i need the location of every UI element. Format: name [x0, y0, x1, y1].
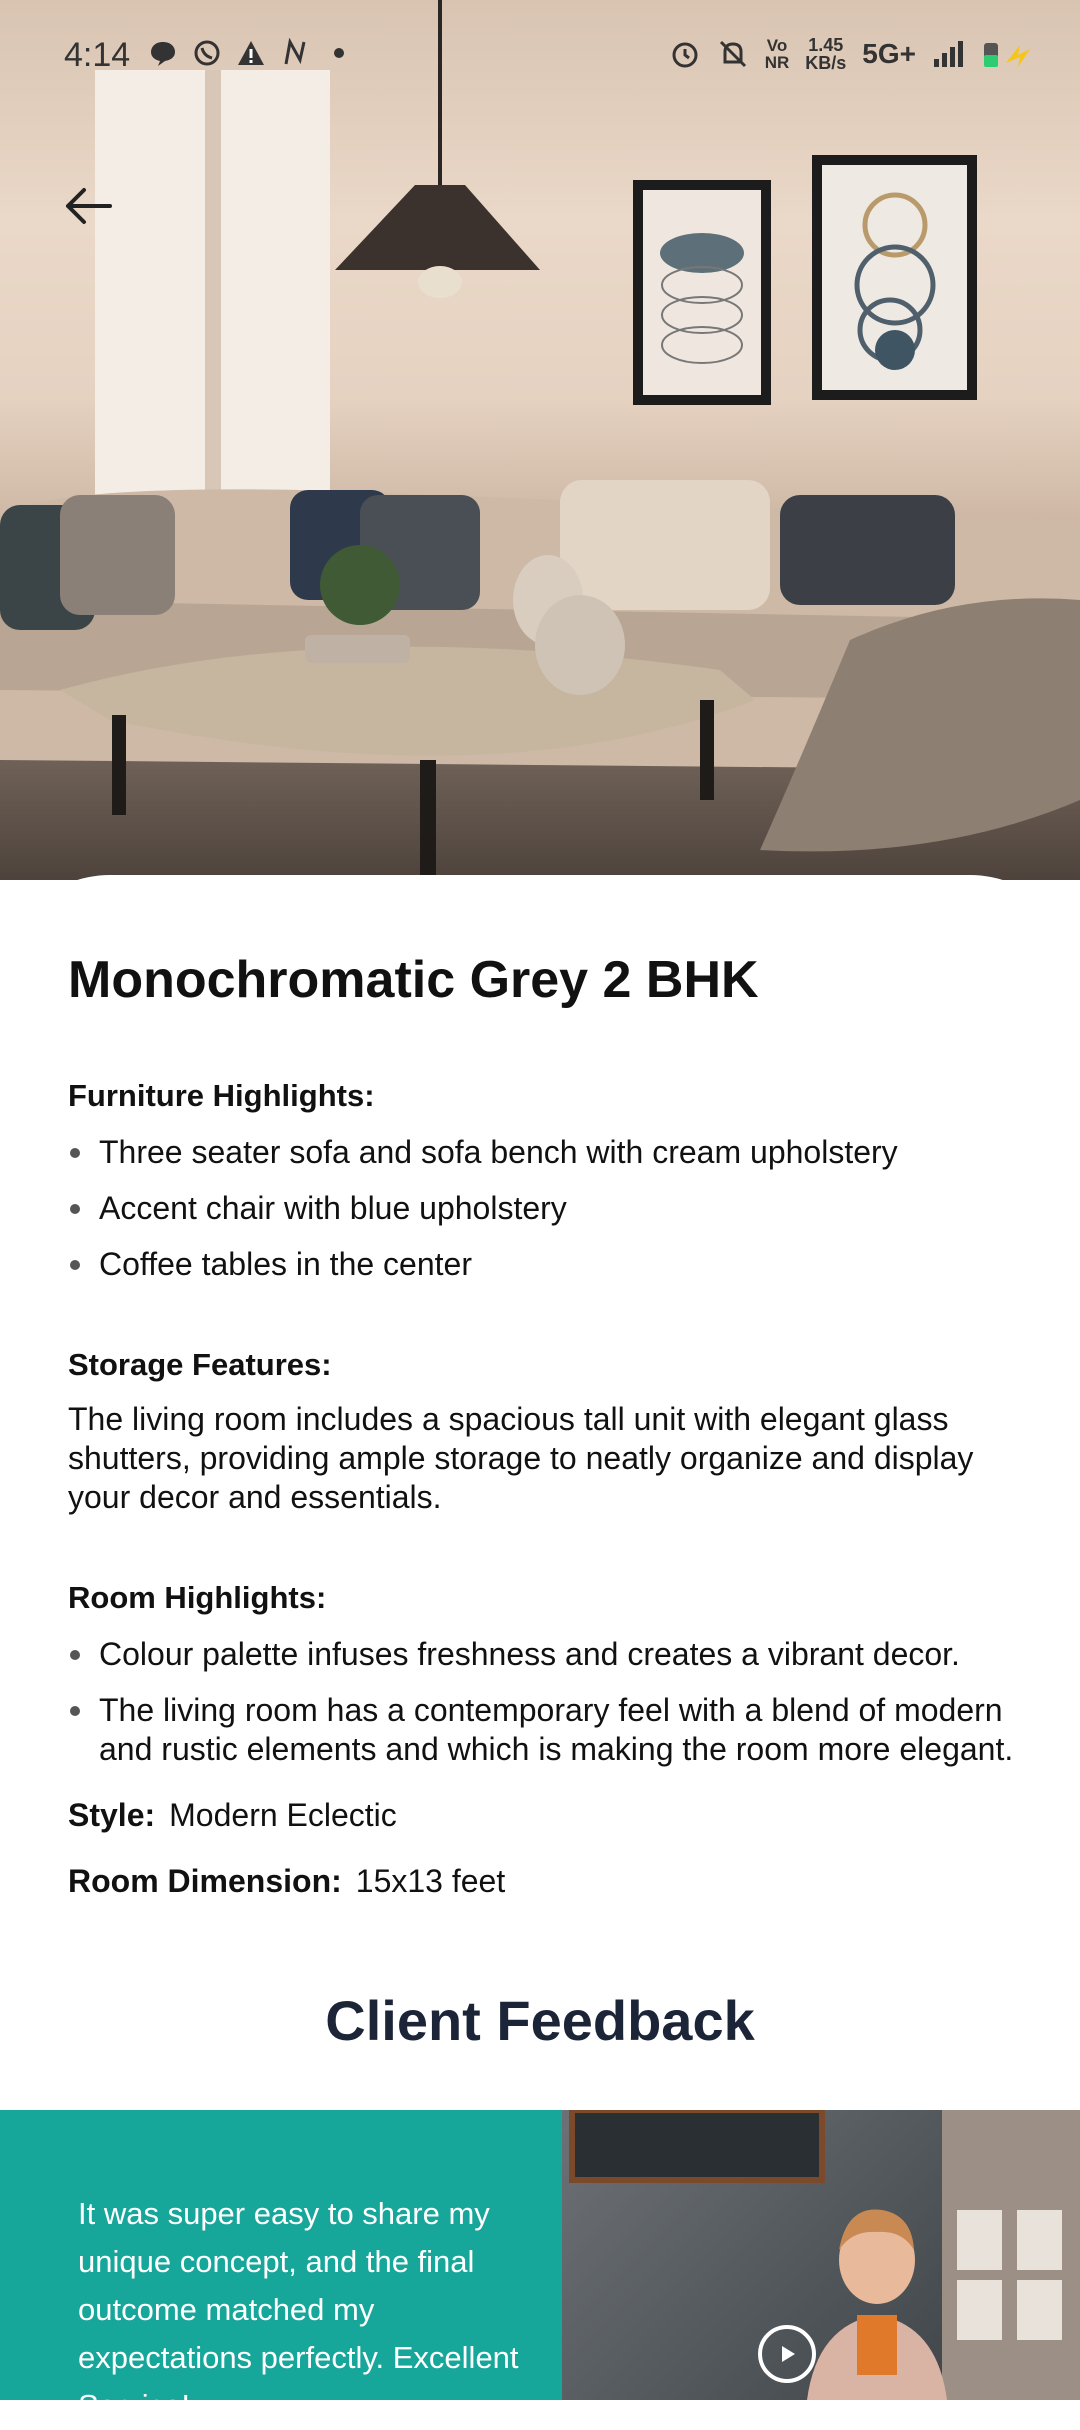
room-highlights-list: [68, 1635, 1048, 1786]
dimension-label: Room Dimension:: [68, 1863, 342, 1899]
style-label: Style:: [68, 1797, 156, 1833]
play-video-button[interactable]: [758, 2325, 816, 2383]
status-time: 4:14: [64, 36, 131, 74]
testimonial-card[interactable]: [0, 2110, 1080, 2423]
style-row: [68, 1797, 397, 1834]
hero-image: [0, 0, 1080, 880]
arrow-left-icon: [62, 186, 114, 226]
page-title: Monochromatic Grey 2 BHK: [68, 951, 759, 1009]
testimonial-quote-panel: [0, 2110, 562, 2423]
furniture-list: [68, 1133, 1048, 1301]
system-icons: [669, 36, 1040, 72]
volte-indicator: Vo NR: [764, 36, 790, 72]
client-feedback-title: Client Feedback: [325, 1989, 755, 2052]
dimension-value: 15x13 feet: [355, 1863, 506, 1899]
list-item: Coffee tables in the center: [68, 1245, 1048, 1284]
pendant-lamp: [335, 185, 540, 270]
back-button[interactable]: [56, 176, 120, 236]
signal-icon: [932, 39, 966, 69]
n-logo-icon: [280, 38, 310, 68]
status-bar: [0, 0, 1080, 110]
list-item: Three seater sofa and sofa bench with cream upholstery: [68, 1133, 1048, 1172]
testimonial-quote: It was super easy to share my unique concept, and the final outcome matched my expectations perfectly. Excellent Service!: [78, 2196, 519, 2423]
video-thumbnail-illustration: [562, 2110, 1080, 2400]
warning-icon: [236, 38, 266, 68]
living-room-illustration: [0, 0, 1080, 880]
whatsapp-icon: [192, 38, 222, 68]
room-highlights-heading: Room Highlights:: [68, 1580, 327, 1615]
list-item: Colour palette infuses freshness and creates a vibrant decor.: [68, 1635, 1048, 1674]
network-speed: 1.45 KB/s: [805, 35, 847, 73]
network-type: 5G+: [862, 38, 916, 69]
storage-heading: Storage Features:: [68, 1347, 332, 1382]
list-item: Accent chair with blue upholstery: [68, 1189, 1048, 1228]
notification-icons: [148, 38, 354, 68]
battery-icon: [982, 37, 1040, 71]
chat-bubble-icon: [148, 38, 178, 68]
alarm-icon: [669, 38, 701, 70]
mute-bell-icon: [717, 38, 749, 70]
plant: [320, 545, 400, 625]
storage-text: The living room includes a spacious tall unit with elegant glass shutters, providing ample storage to neatly organize and display your decor and essentials.: [68, 1401, 974, 1515]
furniture-heading: Furniture Highlights:: [68, 1078, 375, 1113]
style-value: Modern Eclectic: [169, 1797, 397, 1833]
dimension-row: [68, 1863, 505, 1900]
list-item: The living room has a contemporary feel with a blend of modern and rustic elements and which is making the room more elegant.: [68, 1691, 1048, 1769]
testimonial-video-thumbnail[interactable]: [562, 2110, 1080, 2400]
play-icon: [774, 2341, 800, 2367]
dot-icon: [324, 38, 354, 68]
